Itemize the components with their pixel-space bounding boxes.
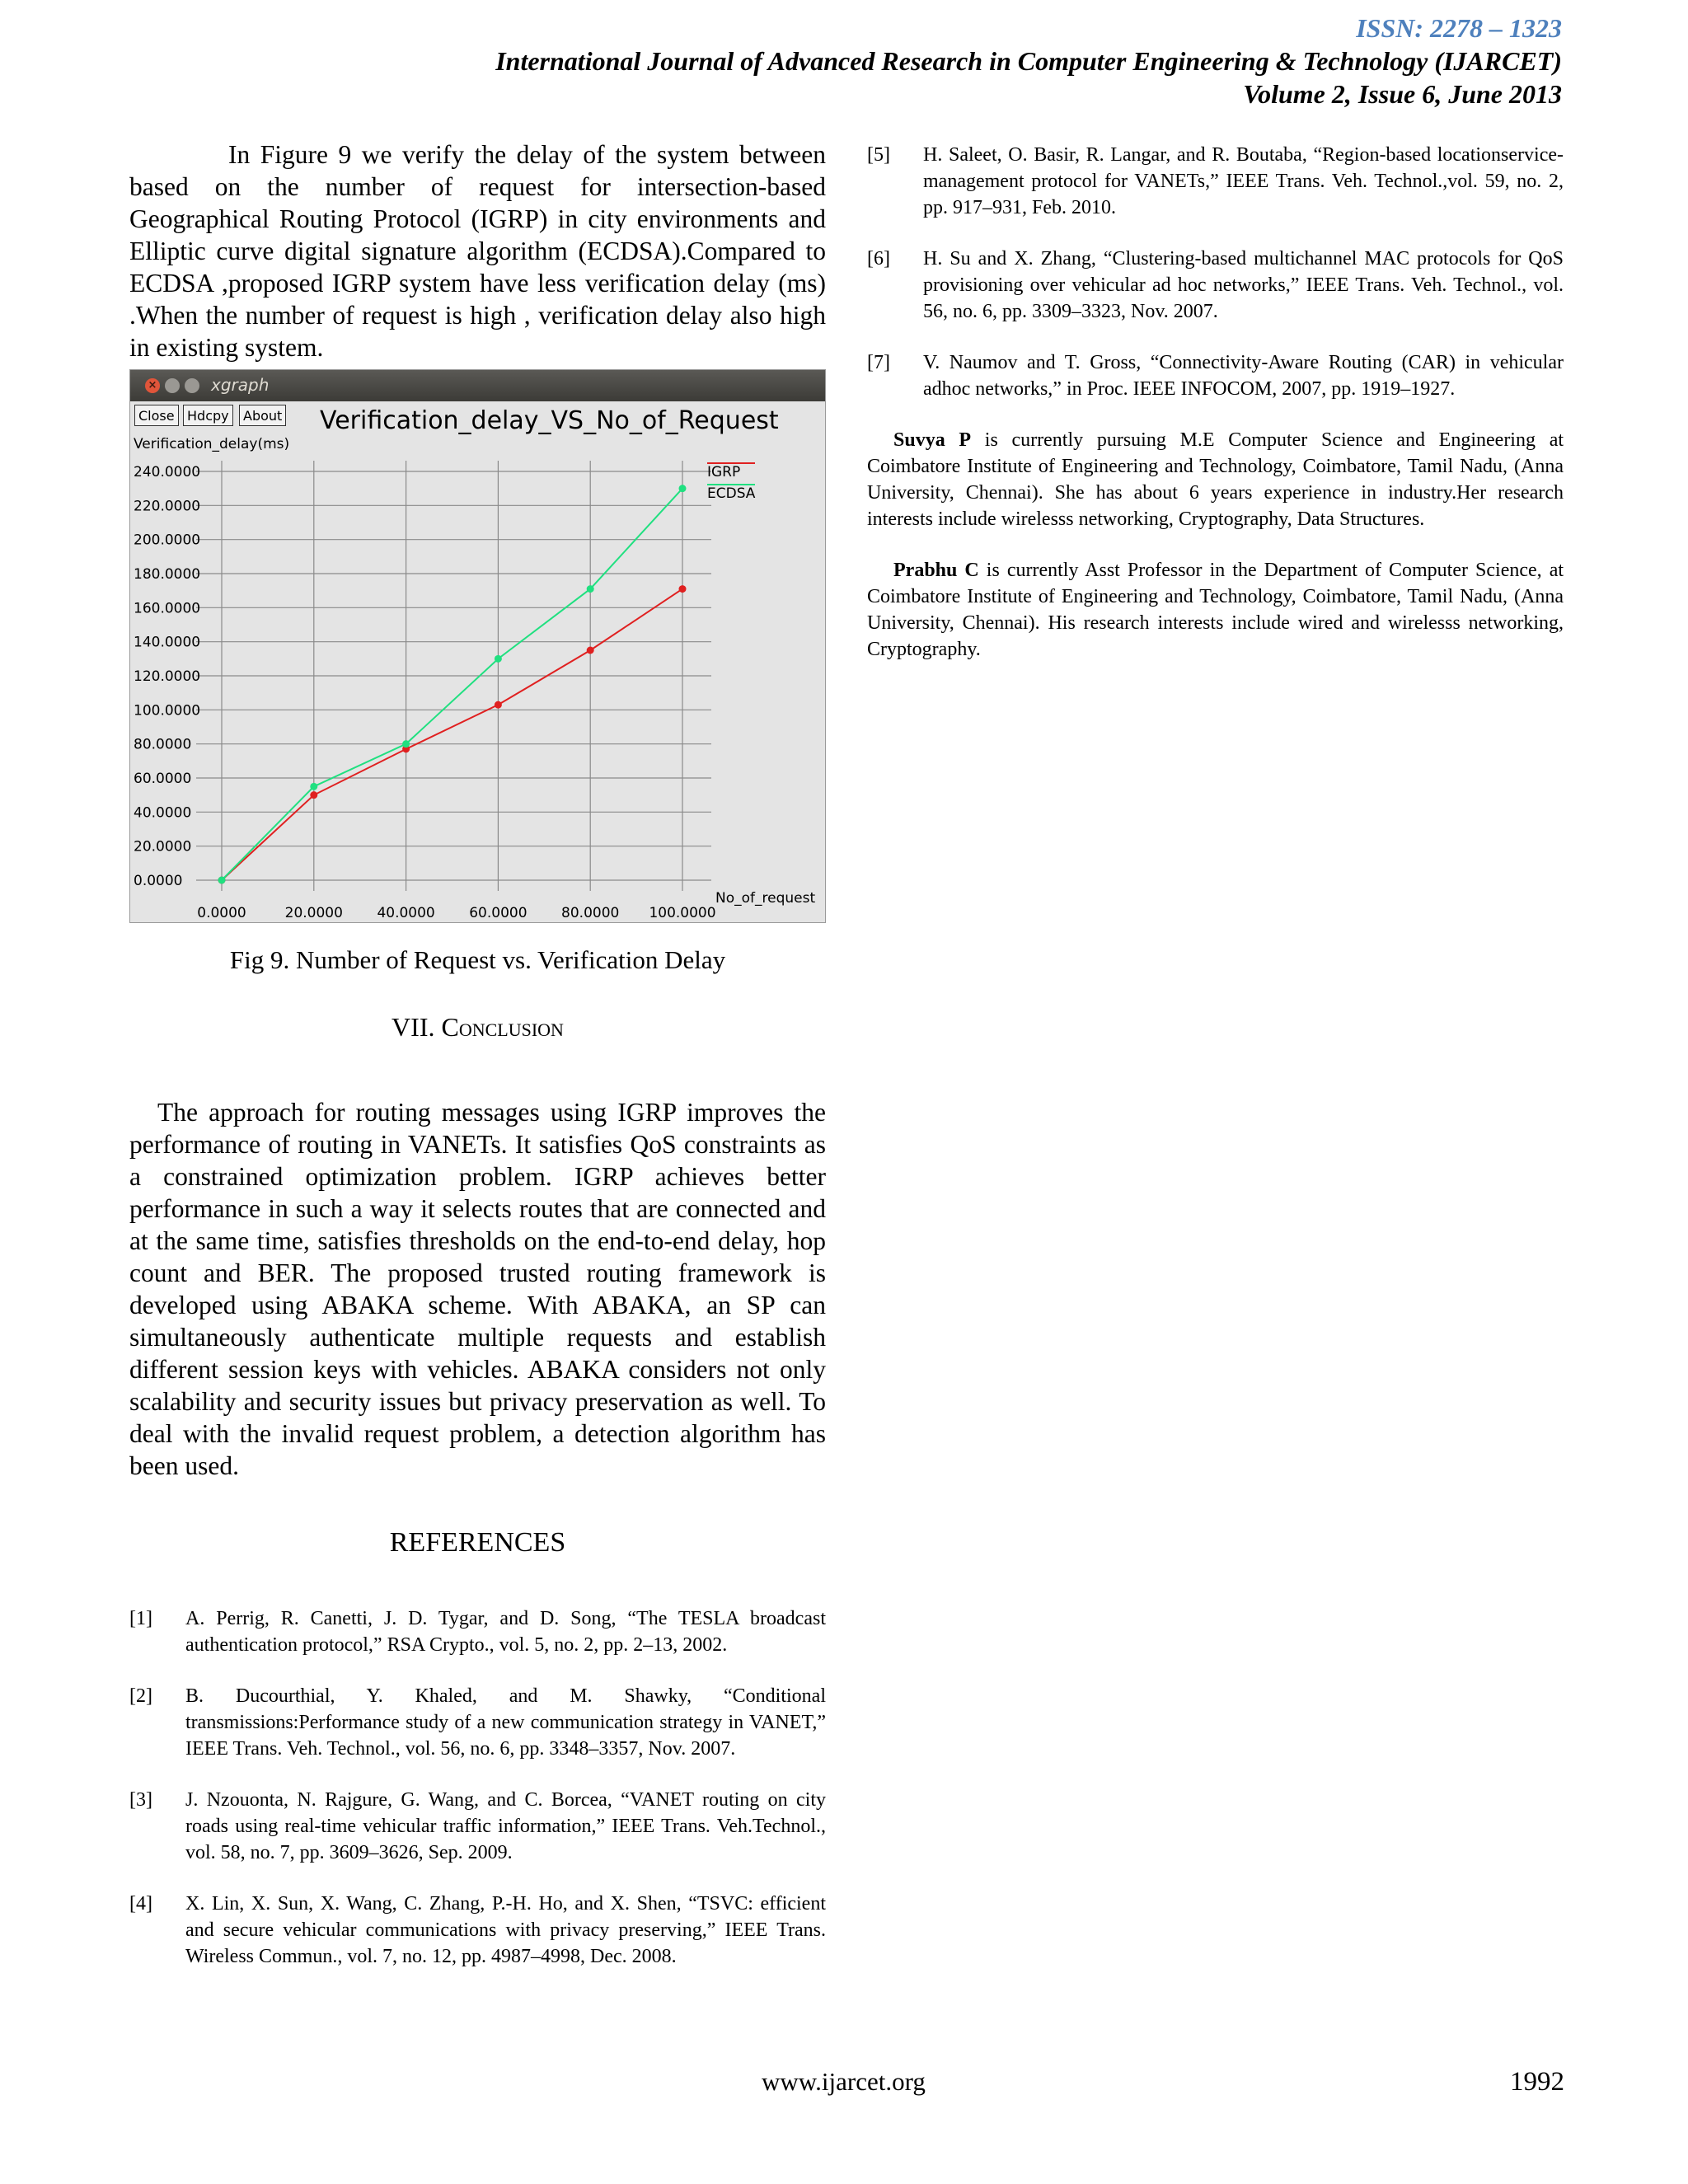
chart-title: Verification_delay_VS_No_of_Request [320,406,779,435]
reference-item [129,1891,826,1970]
references-heading: REFERENCES [389,1527,566,1558]
reference-number: [2] [129,1685,152,1707]
legend-label-ecdsa: ECDSA [707,485,756,502]
reference-text: J. Nzouonta, N. Rajgure, G. Wang, and C. Borcea, “VANET routing on city roads using real-time vehicular traffic information,” IEEE Trans. Veh.Technol., vol. 58, no. 7, pp. 3609–3626, Sep. 2009. [185,1789,826,1863]
y-tick-label: 160.0000 [134,600,201,617]
page-number: 1992 [1510,2067,1564,2097]
reference-number: [3] [129,1789,152,1811]
author-name: Suvya P [893,429,972,451]
reference-list-left [129,1605,826,1994]
issn: ISSN: 2278 – 1323 [1356,13,1562,43]
reference-item [129,1683,826,1762]
data-point-ecdsa [218,877,226,884]
data-point-igrp [587,647,594,654]
reference-item [867,142,1564,221]
reference-number: [1] [129,1608,152,1629]
section-number: VII. [392,1012,435,1042]
right-column [867,142,1564,687]
conclusion-paragraph: The approach for routing messages using IGRP improves the performance of routing in VANETs. It satisfies QoS constraints as a constrained optimization problem. IGRP achieves better performance in such a way it selects routes that are connected and at the same time, satisfies thresholds on the end-to-end delay, hop count and BER. The proposed trusted routing framework is developed using ABAKA scheme. With ABAKA, an SP can simultaneously authenticate multiple requests and establish different session keys with vehicles. ABAKA considers not only scalability and security issues but privacy preservation as well. To deal with the invalid request problem, a detection algorithm has been used. [129,1098,826,1480]
journal-title: International Journal of Advanced Research in Computer Engineering & Technology (IJARCET) [495,46,1562,76]
x-tick-label: 80.0000 [561,905,620,921]
reference-text: V. Naumov and T. Gross, “Connectivity-Aware Routing (CAR) in vehicular adhoc networks,” in Proc. IEEE INFOCOM, 2007, pp. 1919–1927. [923,352,1564,400]
data-point-igrp [310,791,317,799]
journal-volume: Volume 2, Issue 6, June 2013 [1243,79,1562,109]
reference-number: [4] [129,1893,152,1915]
y-tick-label: 80.0000 [134,736,192,753]
data-point-ecdsa [495,655,502,663]
xgraph-window [129,369,826,923]
data-point-ecdsa [310,783,317,790]
data-point-igrp [679,585,687,593]
series-line-igrp [222,589,682,880]
intro-paragraph: In Figure 9 we verify the delay of the system between based on the number of request for intersection-based Geographical Routing Protocol (IGRP) in city environments and Elliptic curve digital signature algorithm (ECDSA).Compared to ECDSA ,proposed IGRP system have less verification delay (ms) .When the number of request is high , verification delay also high in existing system. [129,140,826,362]
about-button[interactable]: About [239,405,286,426]
y-tick-label: 100.0000 [134,702,201,719]
y-tick-label: 220.0000 [134,498,201,515]
reference-text: B. Ducourthial, Y. Khaled, and M. Shawky, “Conditional transmissions:Performance study of a new communication strategy in VANET,” IEEE Trans. Veh. Technol., vol. 56, no. 6, pp. 3348–3357, Nov. 2007. [185,1685,826,1760]
y-tick-label: 40.0000 [134,804,192,822]
figure-caption: Fig 9. Number of Request vs. Verification Delay [229,945,726,974]
close-button[interactable]: Close [134,405,179,426]
x-axis-label: No_of_request [715,890,816,907]
author-bio [867,557,1564,663]
y-tick-label: 200.0000 [134,532,201,549]
series-line-ecdsa [222,489,682,880]
reference-text: A. Perrig, R. Canetti, J. D. Tygar, and D. Song, “The TESLA broadcast authentication protocol,” RSA Crypto., vol. 5, no. 2, pp. 2–13, 2002. [185,1608,826,1656]
footer-url: www.ijarcet.org [762,2067,926,2096]
reference-text: X. Lin, X. Sun, X. Wang, C. Zhang, P.-H. Ho, and X. Shen, “TSVC: efficient and secure vehicular communications with privacy preserving,” IEEE Trans. Wireless Commun., vol. 7, no. 12, pp. 4987–4998, Dec. 2008. [185,1893,826,1967]
x-tick-label: 0.0000 [197,905,246,921]
reference-item [129,1787,826,1866]
reference-number: [6] [867,248,890,269]
x-tick-label: 60.0000 [469,905,528,921]
close-icon[interactable]: × [145,378,160,393]
hdcpy-button[interactable]: Hdcpy [183,405,233,426]
data-point-ecdsa [587,585,594,593]
reference-number: [7] [867,352,890,373]
data-point-ecdsa [679,485,687,492]
y-tick-label: 0.0000 [134,873,183,889]
reference-item [867,349,1564,402]
section-heading [129,1012,826,1043]
section-title: Conclusion [441,1012,564,1042]
x-tick-label: 20.0000 [284,905,343,921]
window-title: xgraph [211,375,270,395]
reference-number: [5] [867,144,890,166]
reference-text: H. Saleet, O. Basir, R. Langar, and R. Boutaba, “Region-based locationservice-management protocol for VANETs,” IEEE Trans. Veh. Technol.,vol. 59, no. 2, pp. 917–931, Feb. 2010. [923,144,1564,218]
y-tick-label: 120.0000 [134,668,201,685]
y-tick-label: 20.0000 [134,838,192,855]
legend-label-igrp: IGRP [707,464,741,480]
y-tick-label: 60.0000 [134,771,192,787]
data-point-ecdsa [402,740,410,748]
y-axis-label: Verification_delay(ms) [134,436,290,452]
x-tick-label: 40.0000 [377,905,435,921]
y-tick-label: 240.0000 [134,464,201,480]
reference-item [867,246,1564,325]
author-bio [867,427,1564,532]
author-bio-text: is currently Asst Professor in the Department of Computer Science, at Coimbatore Institute of Engineering and Technology, Coimbatore, Tamil Nadu, (Anna University, Chennai). His research interests include wired and wirelesss networking, Cryptography. [867,560,1564,660]
chart-plot [130,370,825,922]
data-point-igrp [495,701,502,709]
author-name: Prabhu C [893,560,979,581]
y-tick-label: 180.0000 [134,566,201,583]
y-tick-label: 140.0000 [134,634,201,651]
author-bio-text: is currently pursuing M.E Computer Science and Engineering at Coimbatore Institute of Engineering and Technology, Coimbatore, Tamil Nadu, (Anna University, Chennai). She has about 6 years experience in industry.Her research interests include wirelesss networking, Cryptography, Data Structures. [867,429,1564,530]
reference-text: H. Su and X. Zhang, “Clustering-based multichannel MAC protocols for QoS provisioning over vehicular ad hoc networks,” IEEE Trans. Veh. Technol., vol. 56, no. 6, pp. 3309–3323, Nov. 2007. [923,248,1564,322]
reference-item [129,1605,826,1658]
x-tick-label: 100.0000 [649,905,716,921]
